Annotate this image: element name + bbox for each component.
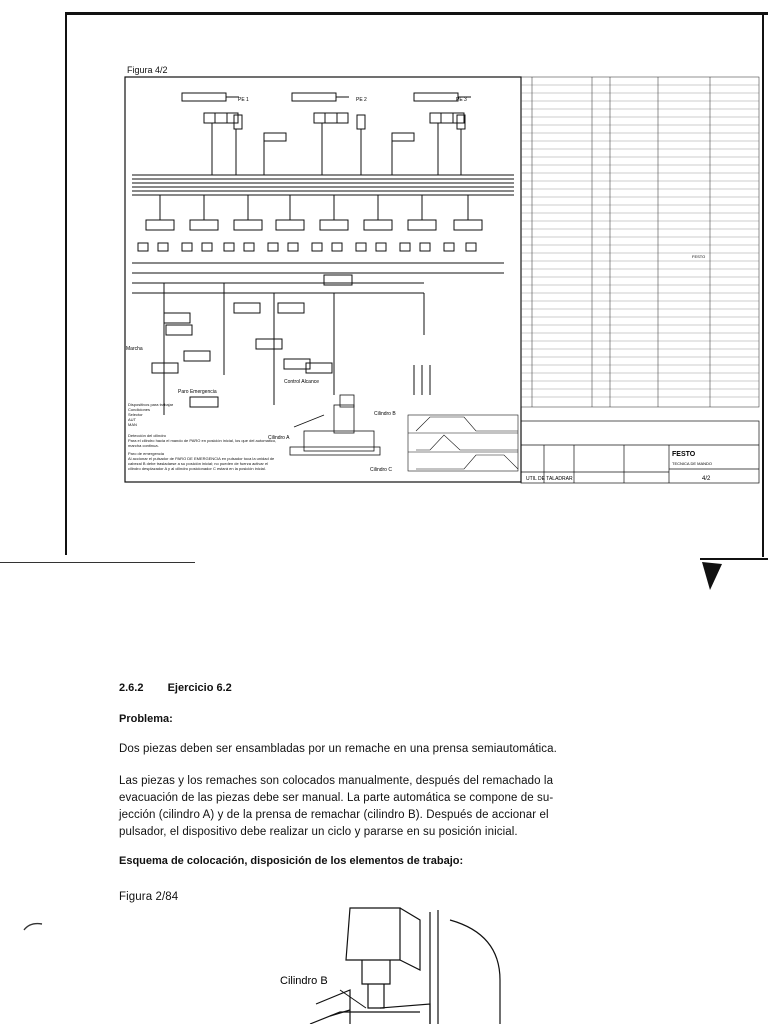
section-heading: [119, 682, 232, 694]
cilindro-a-small-label: Cilindro A: [268, 435, 290, 441]
scheme-heading: Esquema de colocación, disposición de los elementos de trabajo:: [119, 855, 464, 867]
pe2-label: PE 2: [356, 97, 367, 103]
problem-paragraph-2: [119, 773, 649, 841]
page-corner-mark: [700, 560, 724, 594]
cilindro-c-small-label: Cilindro C: [370, 467, 392, 473]
pe3-label: PE 3: [456, 97, 467, 103]
emergencia-label: Paro Emergencia: [178, 389, 217, 395]
legend-subtitle: Condiciones: [128, 407, 151, 412]
parts-list-note: FESTO: [692, 254, 706, 259]
scheme-figure-label: Figura 2/84: [119, 891, 179, 903]
legend-notes2: Al accionar el pulsador de PARO DE EMERGENCIA en pulsador toca la unidad de cabezal B debe trasladarse a su posición inicial; no pueden de fuerza activar el cilindro desplazador A y al cilindro posicionador C estará en la posición inicial.: [128, 456, 275, 471]
page-cut-line: [0, 562, 195, 563]
drawing-legend: [128, 402, 278, 471]
control-alcance-label: Control Alcance: [284, 379, 320, 385]
pe1-label: PE 1: [238, 97, 249, 103]
press-sketch: [280, 900, 670, 1024]
legend-line-3: MAN: [128, 422, 137, 427]
cilindro-b-small-label: Cilindro B: [374, 411, 396, 417]
section-title: Ejercicio 6.2: [167, 682, 232, 694]
legend-notes: Para el cilindro hacia el mando de PARO en posición inicial, los que del automatico, marcha continua.: [128, 438, 277, 448]
problem-line-2: evacuación de las piezas debe ser manual. La parte automática se compone de su-: [119, 792, 554, 804]
company-subtitle: TECNICA DE MANDO: [672, 461, 713, 466]
drawing-name: UTIL DE TALADRAR: [526, 476, 573, 482]
legend-notes2-title: Paro de emergencia: [128, 451, 165, 456]
problem-line-4: pulsador, el dispositivo debe realizar un ciclo y pararse en su posición inicial.: [119, 826, 518, 838]
company-name: FESTO: [672, 451, 696, 458]
legend-notes-title: Detección del cilindro: [128, 433, 167, 438]
section-number: 2.6.2: [119, 682, 144, 694]
legend-title: Dispositivos para trabajar: [128, 402, 174, 407]
legend-line-1: Selector: [128, 412, 143, 417]
sheet-number: 4/2: [702, 476, 711, 482]
problem-line-3: jección (cilindro A) y de la prensa de remachar (cilindro B). Después de accionar el: [119, 809, 549, 821]
problem-heading: Problema:: [119, 713, 173, 725]
marcha-label: Marcha: [126, 346, 143, 352]
problem-line-1: Las piezas y los remaches son colocados manualmente, después del remachado la: [119, 775, 554, 787]
problem-paragraph-1: Dos piezas deben ser ensambladas por un remache en una prensa semiautomática.: [119, 743, 557, 755]
margin-mark: [22, 920, 44, 932]
legend-line-2: AUT: [128, 417, 136, 422]
upper-figure-label: Figura 4/2: [127, 65, 168, 75]
cilindro-b-label: Cilindro B: [280, 975, 328, 987]
